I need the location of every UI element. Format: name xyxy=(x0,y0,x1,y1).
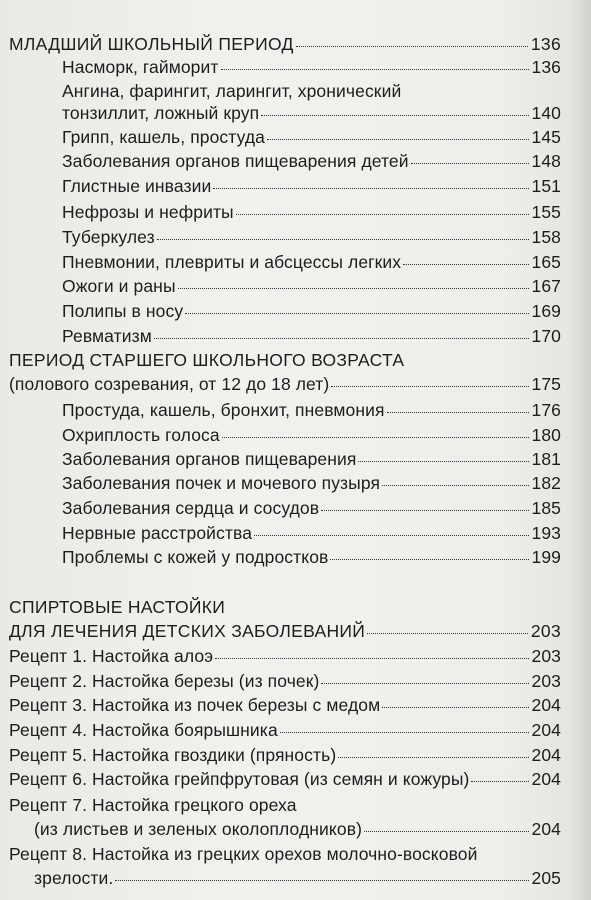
toc-entry-title: Рецепт 1. Настойка алоэ xyxy=(9,646,214,666)
toc-entry xyxy=(62,448,561,470)
dot-leader xyxy=(280,732,529,733)
toc-entry xyxy=(62,102,561,124)
toc-entry-title: Глистные инвазии xyxy=(62,176,212,196)
toc-entry xyxy=(34,867,561,889)
toc-page-number: 145 xyxy=(531,127,561,147)
toc-entry xyxy=(62,497,561,519)
toc-entry-title: МЛАДШИЙ ШКОЛЬНЫЙ ПЕРИОД xyxy=(9,34,294,54)
toc-entry-title: Заболевания сердца и сосудов xyxy=(62,498,320,518)
dot-leader xyxy=(321,510,528,511)
toc-page-number: 175 xyxy=(531,374,561,394)
dot-leader xyxy=(154,338,529,339)
toc-entry-title: Полипы в носу xyxy=(62,301,184,321)
dot-leader xyxy=(185,313,528,314)
toc-entry-title: Ревматизм xyxy=(62,326,152,346)
toc-entry-title: Заболевания органов пищеварения xyxy=(62,449,357,469)
toc-entry-title: Туберкулез xyxy=(62,227,155,247)
toc-entry xyxy=(9,719,561,741)
dot-leader xyxy=(296,46,528,47)
toc-entry xyxy=(62,175,561,197)
toc-entry-title: Рецепт 4. Настойка боярышника xyxy=(9,720,278,740)
toc-page-number: 204 xyxy=(531,720,561,740)
toc-entry xyxy=(62,126,561,148)
toc-entry-title: Простуда, кашель, бронхит, пневмония xyxy=(62,400,385,420)
dot-leader xyxy=(254,535,528,536)
toc-page-number: 199 xyxy=(531,547,561,567)
toc-page-number: 140 xyxy=(531,103,561,123)
toc-entry-title: Нервные расстройства xyxy=(62,523,253,543)
toc-entry xyxy=(34,818,561,840)
toc-entry-title: Заболевания почек и мочевого пузыря xyxy=(62,473,381,493)
toc-entry-title: (полового созревания, от 12 до 18 лет) xyxy=(9,374,330,394)
dot-leader xyxy=(178,288,529,289)
dot-leader xyxy=(403,264,528,265)
toc-page-number: 176 xyxy=(531,400,561,420)
dot-leader xyxy=(364,831,528,832)
toc-entry xyxy=(62,399,561,421)
toc-entry xyxy=(9,645,561,667)
dot-leader xyxy=(387,412,529,413)
toc-entry-line1: Ангина, фарингит, ларингит, хронический xyxy=(62,81,402,101)
toc-entry-title: Пневмонии, плевриты и абсцессы легких xyxy=(62,252,402,272)
dot-leader xyxy=(382,707,528,708)
toc-page-number: 203 xyxy=(531,646,561,666)
toc-entry xyxy=(9,768,561,790)
dot-leader xyxy=(358,461,528,462)
toc-section-heading xyxy=(9,33,561,55)
toc-page-number: 204 xyxy=(531,695,561,715)
toc-entry-title: Рецепт 6. Настойка грейпфрутовая (из семян и кожуры) xyxy=(9,769,470,789)
dot-leader xyxy=(267,139,528,140)
toc-entry-title: Нефрозы и нефриты xyxy=(62,202,234,222)
dot-leader xyxy=(222,437,529,438)
toc-entry xyxy=(62,522,561,544)
toc-entry-title: Рецепт 5. Настойка гвоздики (пряность) xyxy=(9,745,337,765)
toc-page-number: 169 xyxy=(531,301,561,321)
toc-page-number: 136 xyxy=(530,34,561,54)
toc-entry-line1: Рецепт 7. Настойка грецкого ореха xyxy=(9,795,297,815)
toc-page-number: 203 xyxy=(530,621,561,641)
toc-page-number: 182 xyxy=(531,473,561,493)
toc-entry-title: Проблемы с кожей у подростков xyxy=(62,547,329,567)
dot-leader xyxy=(261,115,528,116)
toc-entry-title: зрелости. xyxy=(34,868,114,888)
dot-leader xyxy=(471,781,528,782)
toc-entry-title: (из листьев и зеленых околоплодников) xyxy=(34,819,363,839)
toc-page-number: 170 xyxy=(531,326,561,346)
toc-entry-title: Заболевания органов пищеварения детей xyxy=(62,151,409,171)
dot-leader xyxy=(382,485,528,486)
toc-entry xyxy=(62,472,561,494)
toc-entry-title: Ожоги и раны xyxy=(62,276,176,296)
toc-entry xyxy=(62,424,561,446)
toc-page-number: 136 xyxy=(531,57,561,77)
toc-page-number: 185 xyxy=(531,498,561,518)
toc-page-number: 204 xyxy=(531,745,561,765)
toc-page-number: 193 xyxy=(531,523,561,543)
toc-page-number: 155 xyxy=(531,202,561,222)
toc-page-number: 204 xyxy=(531,819,561,839)
toc-entry xyxy=(62,251,561,273)
toc-entry xyxy=(62,325,561,347)
toc-page-number: 205 xyxy=(531,868,561,888)
toc-page-number: 203 xyxy=(531,671,561,691)
toc-entry-title: Охриплость голоса xyxy=(62,425,220,445)
toc-page-number: 158 xyxy=(531,227,561,247)
toc-entry-title: тонзиллит, ложный круп xyxy=(62,103,260,123)
dot-leader xyxy=(115,880,528,881)
dot-leader xyxy=(236,214,529,215)
toc-section-subheading xyxy=(9,373,561,395)
toc-entry-title: ДЛЯ ЛЕЧЕНИЯ ДЕТСКИХ ЗАБОЛЕВАНИЙ xyxy=(9,621,366,641)
dot-leader xyxy=(213,188,528,189)
toc-entry xyxy=(9,744,561,766)
toc-page-number: 151 xyxy=(531,176,561,196)
dot-leader xyxy=(331,386,528,387)
toc-entry xyxy=(62,150,561,172)
toc-page-number: 204 xyxy=(531,769,561,789)
toc-page-number: 181 xyxy=(531,449,561,469)
dot-leader xyxy=(338,757,528,758)
toc-entry-line1: Рецепт 8. Настойка из грецких орехов молочно-восковой xyxy=(9,844,478,864)
toc-entry-title: Грипп, кашель, простуда xyxy=(62,127,266,147)
toc-section-heading: СПИРТОВЫЕ НАСТОЙКИ xyxy=(9,597,226,617)
toc-page-number: 180 xyxy=(531,425,561,445)
dot-leader xyxy=(215,658,528,659)
toc-entry xyxy=(9,670,561,692)
toc-page-number: 148 xyxy=(531,151,561,171)
dot-leader xyxy=(221,69,529,70)
dot-leader xyxy=(330,559,528,560)
dot-leader xyxy=(157,239,529,240)
dot-leader xyxy=(367,633,528,634)
toc-page-number: 167 xyxy=(531,276,561,296)
toc-entry xyxy=(62,226,561,248)
dot-leader xyxy=(411,163,529,164)
toc-entry-title: Насморк, гайморит xyxy=(62,57,219,77)
toc-section-heading: ПЕРИОД СТАРШЕГО ШКОЛЬНОГО ВОЗРАСТА xyxy=(9,350,405,370)
toc-entry xyxy=(9,694,561,716)
toc-entry xyxy=(62,300,561,322)
toc-page-number: 165 xyxy=(531,252,561,272)
toc-entry xyxy=(62,201,561,223)
toc-entry xyxy=(62,546,561,568)
toc-entry xyxy=(62,275,561,297)
dot-leader xyxy=(321,683,528,684)
toc-entry xyxy=(62,56,561,78)
toc-section-heading xyxy=(9,620,561,642)
toc-entry-title: Рецепт 2. Настойка березы (из почек) xyxy=(9,671,320,691)
toc-entry-title: Рецепт 3. Настойка из почек березы с медом xyxy=(9,695,381,715)
